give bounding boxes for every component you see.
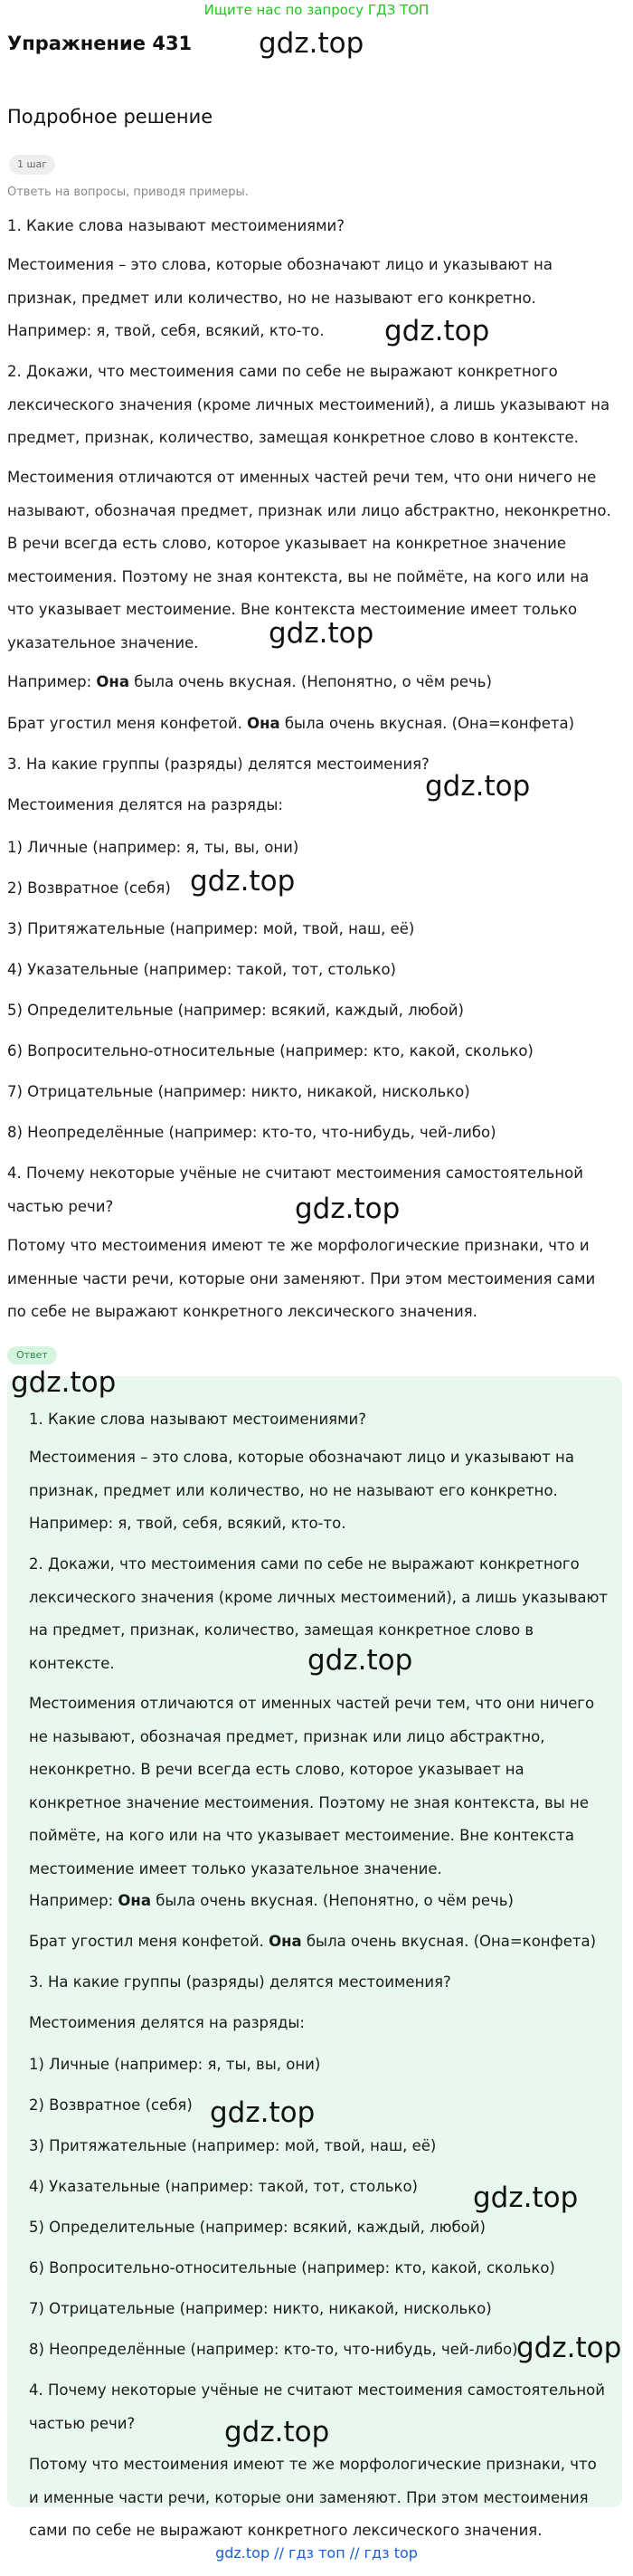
classes-list-8: [7, 1117, 611, 1150]
ans-classes-6: [29, 2252, 608, 2286]
answer-2: Местоимения отличаются от именных частей речи тем, что они ничего не называют, обозначая предмет, признак или лицо абстрактно, неконкретно. В речи всегда есть слово, которое указывает на конкретное значение местоимения. Поэтому не зная контекста, вы не поймёте, на кого или на что указывает местоимение. Вне контекста местоимение имеет только указательное значение.: [7, 469, 611, 651]
watermark: gdz.top: [384, 315, 490, 347]
exercise-title: Упражнение 431: [7, 33, 193, 54]
class-item: 6) Вопросительно-относительные (например: кто, какой, сколько): [7, 1042, 534, 1060]
ans-classes-intro: Местоимения делятся на разряды:: [29, 2014, 305, 2031]
watermark: gdz.top: [295, 1193, 401, 1225]
class-item: 5) Определительные (например: всякий, каждый, любой): [29, 2219, 486, 2236]
ans-classes-3: [29, 2130, 608, 2163]
footer-separator: //: [269, 2544, 289, 2562]
class-item: 5) Определительные (например: всякий, каждый, любой): [7, 1002, 464, 1019]
footer-link[interactable]: гдз top: [364, 2544, 418, 2562]
class-item: 8) Неопределённые (например: кто-то, что-нибудь, чей-либо): [7, 1124, 496, 1141]
class-item: 1) Личные (например: я, ты, вы, они): [7, 839, 299, 856]
ans-classes-2: [29, 2089, 608, 2123]
ans-example-1: Например: Она была очень вкусная. (Непонятно, о чём речь): [29, 1892, 514, 1909]
question-4: 4. Почему некоторые учёные не считают местоимения самостоятельной частью речи?: [7, 1164, 583, 1215]
class-item: 7) Отрицательные (например: никто, никакой, нисколько): [29, 2300, 492, 2317]
classes-list-3: [7, 913, 611, 946]
footer-links: [0, 2544, 633, 2562]
class-item: 1) Личные (например: я, ты, вы, они): [29, 2056, 321, 2073]
ans-answer-2: Местоимения отличаются от именных частей речи тем, что они ничего не называют, обозначая предмет, признак или лицо абстрактно, неконкретно. В речи всегда есть слово, которое указывает на конкретное значение местоимения. Поэтому не зная контекста, вы не поймёте, на кого или на что указывает местоимение. Вне контекста местоимение имеет только указательное значение.: [29, 1695, 595, 1877]
question-1: 1. Какие слова называют местоимениями?: [7, 217, 345, 234]
class-item: 4) Указательные (например: такой, тот, столько): [29, 2178, 418, 2195]
ans-classes-7: [29, 2293, 608, 2326]
ans-example-2: Брат угостил меня конфетой. Она была очень вкусная. (Она=конфета): [29, 1933, 596, 1950]
watermark: gdz.top: [516, 2332, 622, 2364]
ans-classes-1: [29, 2048, 608, 2082]
answer-1: Местоимения – это слова, которые обозначают лицо и указывают на признак, предмет или количество, но не называют его конкретно. Например: я, твой, себя, всякий, кто-то.: [7, 256, 553, 339]
class-item: 2) Возвратное (себя): [7, 879, 171, 897]
footer-link[interactable]: gdz.top: [215, 2544, 270, 2562]
example-1: Например: Она была очень вкусная. (Непонятно, о чём речь): [7, 673, 492, 690]
ans-answer-2-block: [29, 1687, 608, 1886]
question-2: 2. Докажи, что местоимения сами по себе не выражают конкретного лексического значения (кроме личных местоимений), а лишь указывают на предмет, признак, количество, замещая конкретное слово в контексте.: [7, 363, 610, 446]
footer-link[interactable]: гдз топ: [288, 2544, 345, 2562]
ans-question-4: 4. Почему некоторые учёные не считают местоимения самостоятельной частью речи?: [29, 2381, 605, 2432]
classes-list-2: [7, 872, 611, 906]
watermark: gdz.top: [269, 617, 374, 650]
example-2: Брат угостил меня конфетой. Она была очень вкусная. (Она=конфета): [7, 715, 574, 732]
class-item: 7) Отрицательные (например: никто, никакой, нисколько): [7, 1083, 470, 1100]
classes-list-6: [7, 1035, 611, 1069]
ans-answer-1: Местоимения – это слова, которые обозначают лицо и указывают на признак, предмет или количество, но не называют его конкретно. Например: я, твой, себя, всякий, кто-то.: [29, 1449, 574, 1532]
section-title: Подробное решение: [7, 106, 213, 128]
ans-question-1: 1. Какие слова называют местоимениями?: [29, 1411, 367, 1428]
watermark: gdz.top: [190, 865, 296, 898]
ans-classes-intro-block: [29, 2007, 608, 2040]
question-3: 3. На какие группы (разряды) делятся местоимения?: [7, 756, 430, 773]
class-item: 3) Притяжательные (например: мой, твой, наш, её): [29, 2137, 437, 2154]
footer-separator: //: [345, 2544, 364, 2562]
example-1-block: [7, 666, 611, 699]
watermark: gdz.top: [307, 1644, 413, 1677]
watermark: gdz.top: [473, 2182, 579, 2214]
top-banner: Ищите нас по запросу ГДЗ ТОП: [203, 2, 430, 18]
ans-question-3-block: [29, 1966, 608, 2000]
classes-list-1: [7, 832, 611, 865]
answer-4-block: [7, 1230, 611, 1329]
ans-answer-4: Потому что местоимения имеют те же морфологические признаки, что и именные части речи, которые они заменяют. При этом местоимения сами по себе не выражают конкретного лексического значения.: [29, 2456, 597, 2539]
watermark: gdz.top: [224, 2416, 330, 2448]
solution-section: [7, 210, 611, 243]
question-2-block: [7, 356, 611, 455]
answer-1-block: [7, 249, 611, 348]
classes-intro: Местоимения делятся на разряды:: [7, 796, 283, 813]
watermark: gdz.top: [259, 27, 364, 60]
ans-question-3: 3. На какие группы (разряды) делятся местоимения?: [29, 1973, 451, 1991]
watermark: gdz.top: [210, 2096, 316, 2129]
class-item: 3) Притяжательные (например: мой, твой, наш, её): [7, 920, 415, 937]
watermark: gdz.top: [425, 770, 531, 803]
classes-list-4: [7, 954, 611, 987]
watermark: gdz.top: [11, 1366, 117, 1399]
example-2-block: [7, 708, 611, 741]
classes-list-5: [7, 994, 611, 1028]
class-item: 2) Возвратное (себя): [29, 2096, 193, 2114]
ans-question-1-block: [29, 1403, 608, 1437]
ans-answer-1-block: [29, 1441, 608, 1541]
ans-answer-4-block: [29, 2448, 608, 2548]
ans-question-2: 2. Докажи, что местоимения сами по себе не выражают конкретного лексического значения (кроме личных местоимений), а лишь указывают на предмет, признак, количество, замещая конкретное слово в контексте.: [29, 1555, 608, 1672]
step-badge: 1 шаг: [9, 155, 55, 175]
class-item: 6) Вопросительно-относительные (например: кто, какой, сколько): [29, 2259, 555, 2277]
class-item: 4) Указательные (например: такой, тот, столько): [7, 961, 396, 978]
class-item: 8) Неопределённые (например: кто-то, что-нибудь, чей-либо): [29, 2341, 518, 2358]
classes-list-7: [7, 1076, 611, 1109]
ans-example-2-block: [29, 1925, 608, 1959]
ans-classes-5: [29, 2211, 608, 2245]
classes-intro-block: [7, 789, 611, 822]
task-subtitle: Ответь на вопросы, приводя примеры.: [7, 185, 249, 199]
answer-4: Потому что местоимения имеют те же морфологические признаки, что и именные части речи, которые они заменяют. При этом местоимения сами по себе не выражают конкретного лексического значения.: [7, 1237, 596, 1320]
ans-example-1-block: [29, 1885, 608, 1918]
answer-badge: Ответ: [7, 1346, 57, 1364]
